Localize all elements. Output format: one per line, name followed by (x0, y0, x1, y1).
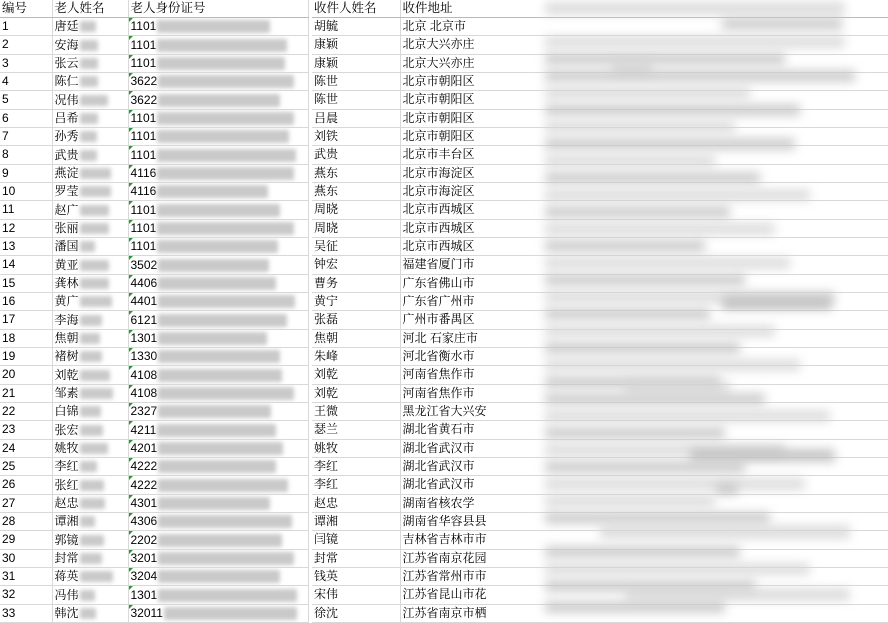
id-number-text: 1301 (130, 587, 158, 602)
id-number-text: 4108 (130, 367, 158, 382)
elder-name-text: 黄广 (54, 294, 79, 309)
elder-name-text: 焦朝 (54, 330, 79, 345)
cell-address[interactable]: 北京 北京市 (400, 18, 888, 36)
cell-id[interactable]: 29 (0, 531, 52, 549)
cell-id[interactable]: 6 (0, 109, 52, 127)
elder-name-text: 褚树 (54, 349, 79, 364)
cell-address[interactable]: 江苏省南京市栖 (400, 604, 888, 622)
cell-address[interactable]: 湖北省武汉市 (400, 457, 888, 475)
cell-recipient-name[interactable]: 康颖 (312, 54, 400, 72)
id-number-text: 1101 (130, 220, 157, 235)
column-header-address[interactable]: 收件地址 (400, 0, 888, 18)
cell-address[interactable]: 河北省衡水市 (400, 347, 888, 365)
cell-id[interactable]: 33 (0, 604, 52, 622)
cell-recipient-name[interactable]: 焦朝 (312, 329, 400, 347)
id-number-text: 4306 (130, 514, 158, 529)
id-number-text: 1101 (130, 37, 157, 52)
cell-recipient-name[interactable]: 钟宏 (312, 256, 400, 274)
cell-id[interactable]: 32 (0, 586, 52, 604)
cell-id[interactable]: 30 (0, 549, 52, 567)
cell-recipient-name[interactable]: 刘乾 (312, 366, 400, 384)
cell-recipient-name[interactable]: 闫镜 (312, 531, 400, 549)
cell-recipient-name[interactable]: 朱峰 (312, 347, 400, 365)
cell-recipient-name[interactable]: 徐沈 (312, 604, 400, 622)
cell-id[interactable]: 24 (0, 439, 52, 457)
elder-name-text: 潘国 (54, 239, 79, 254)
cell-address[interactable]: 湖北省武汉市 (400, 439, 888, 457)
cell-address[interactable]: 江苏省常州市市 (400, 567, 888, 585)
cell-id[interactable]: 20 (0, 366, 52, 384)
cell-address[interactable]: 北京市海淀区 (400, 164, 888, 182)
cell-address[interactable]: 湖南省核农学 (400, 494, 888, 512)
cell-id[interactable]: 14 (0, 256, 52, 274)
id-number-text: 1330 (130, 349, 158, 364)
cell-address[interactable]: 北京市西城区 (400, 201, 888, 219)
cell-recipient-name[interactable]: 吴征 (312, 237, 400, 255)
cell-id[interactable]: 23 (0, 421, 52, 439)
cell-recipient-name[interactable]: 曹务 (312, 274, 400, 292)
elder-name-text: 白锦 (54, 404, 79, 419)
id-number-text: 4401 (130, 294, 158, 309)
cell-id[interactable]: 3 (0, 54, 52, 72)
cell-recipient-name[interactable]: 王微 (312, 402, 400, 420)
id-number-text: 1101 (130, 55, 157, 70)
id-number-text: 1101 (130, 239, 157, 254)
cell-recipient-name[interactable]: 刘乾 (312, 384, 400, 402)
id-number-text: 2327 (130, 404, 158, 419)
column-header-id[interactable]: 编号 (0, 0, 52, 18)
column-header-name[interactable]: 老人姓名 (52, 0, 128, 18)
cell-address[interactable]: 北京市西城区 (400, 219, 888, 237)
cell-id[interactable]: 8 (0, 146, 52, 164)
id-number-text: 2202 (130, 532, 158, 547)
cell-address[interactable]: 广东省广州市 (400, 292, 888, 310)
cell-address[interactable]: 北京市朝阳区 (400, 72, 888, 90)
column-header-idno[interactable]: 老人身份证号 (128, 0, 308, 18)
cell-id[interactable]: 31 (0, 567, 52, 585)
column-header-recipient-name[interactable]: 收件人姓名 (312, 0, 400, 18)
cell-id[interactable]: 10 (0, 182, 52, 200)
cell-id[interactable]: 27 (0, 494, 52, 512)
elder-name-text: 罗莹 (54, 184, 79, 199)
cell-id[interactable]: 13 (0, 237, 52, 255)
id-number-text: 4116 (130, 184, 157, 199)
cell-recipient-name[interactable]: 燕东 (312, 182, 400, 200)
cell-address[interactable]: 湖北省黄石市 (400, 421, 888, 439)
elder-name-text: 韩沈 (54, 605, 79, 620)
elder-name-text: 吕希 (54, 110, 79, 125)
cell-recipient-name[interactable]: 康颖 (312, 36, 400, 54)
cell-recipient-name[interactable]: 刘铁 (312, 127, 400, 145)
id-number-text: 3622 (130, 92, 158, 107)
id-number-text: 1101 (130, 110, 157, 125)
cell-address[interactable]: 广州市番禺区 (400, 311, 888, 329)
id-number-text: 4222 (130, 459, 158, 474)
cell-recipient-name[interactable]: 周晓 (312, 201, 400, 219)
cell-address[interactable]: 北京市朝阳区 (400, 109, 888, 127)
cell-recipient-name[interactable]: 钱英 (312, 567, 400, 585)
cell-recipient-name[interactable]: 谭湘 (312, 512, 400, 530)
id-number-text: 1101 (130, 129, 157, 144)
elder-name-text: 唐廷 (54, 19, 79, 34)
elder-name-text: 邹素 (54, 385, 79, 400)
cell-recipient-name[interactable]: 宋伟 (312, 586, 400, 604)
cell-id[interactable]: 4 (0, 72, 52, 90)
cell-id[interactable]: 28 (0, 512, 52, 530)
cell-recipient-name[interactable]: 赵忠 (312, 494, 400, 512)
id-number-text: 4301 (130, 495, 158, 510)
cell-recipient-name[interactable]: 封常 (312, 549, 400, 567)
cell-recipient-name[interactable]: 李红 (312, 476, 400, 494)
cell-id[interactable]: 26 (0, 476, 52, 494)
cell-address[interactable]: 江苏省昆山市花 (400, 586, 888, 604)
cell-recipient-name[interactable]: 陈世 (312, 72, 400, 90)
elder-name-text: 安海 (54, 37, 79, 52)
id-number-text: 3204 (130, 569, 158, 584)
cell-address[interactable]: 北京大兴亦庄 (400, 54, 888, 72)
elder-name-text: 张云 (54, 55, 79, 70)
cell-recipient-name[interactable]: 吕晨 (312, 109, 400, 127)
cell-recipient-name[interactable]: 武贵 (312, 146, 400, 164)
id-number-text: 3502 (130, 257, 158, 272)
cell-address[interactable]: 河北 石家庄市 (400, 329, 888, 347)
elder-name-text: 冯伟 (54, 587, 79, 602)
elder-name-text: 黄亚 (54, 257, 79, 272)
elder-name-text: 燕淀 (54, 165, 79, 180)
id-number-text: 4108 (130, 385, 158, 400)
cell-id[interactable]: 12 (0, 219, 52, 237)
elder-name-text: 姚牧 (54, 440, 79, 455)
elder-name-text: 赵忠 (54, 495, 79, 510)
cell-address[interactable]: 北京市丰台区 (400, 146, 888, 164)
cell-address[interactable]: 北京市朝阳区 (400, 91, 888, 109)
cell-id[interactable]: 7 (0, 127, 52, 145)
id-number-text: 1101 (130, 19, 157, 34)
elder-name-text: 郭镜 (54, 532, 79, 547)
elder-name-text: 张丽 (54, 220, 79, 235)
id-number-text: 3622 (130, 74, 158, 89)
cell-address[interactable]: 湖北省武汉市 (400, 476, 888, 494)
id-number-text: 4222 (130, 477, 158, 492)
cell-id[interactable]: 25 (0, 457, 52, 475)
cell-id[interactable]: 17 (0, 311, 52, 329)
cell-recipient-name[interactable]: 燕东 (312, 164, 400, 182)
cell-id[interactable]: 22 (0, 402, 52, 420)
id-number-text: 1101 (130, 147, 157, 162)
cell-recipient-name[interactable]: 黄宁 (312, 292, 400, 310)
id-number-text: 4406 (130, 275, 158, 290)
elder-name-text: 李海 (54, 312, 79, 327)
elder-name-text: 张宏 (54, 422, 79, 437)
cell-address[interactable]: 江苏省南京花园 (400, 549, 888, 567)
cell-recipient-name[interactable]: 陈世 (312, 91, 400, 109)
elder-name-text: 赵广 (54, 202, 79, 217)
cell-recipient-name[interactable]: 胡毓 (312, 18, 400, 36)
cell-id[interactable]: 1 (0, 18, 52, 36)
elder-name-text: 况伟 (54, 92, 79, 107)
id-number-text: 3201 (130, 550, 158, 565)
cell-id[interactable]: 15 (0, 274, 52, 292)
cell-address[interactable]: 河南省焦作市 (400, 366, 888, 384)
elder-name-text: 孙秀 (54, 129, 79, 144)
cell-address[interactable]: 广东省佛山市 (400, 274, 888, 292)
id-number-text: 4116 (130, 165, 157, 180)
cell-id[interactable]: 16 (0, 292, 52, 310)
cell-address[interactable]: 北京市西城区 (400, 237, 888, 255)
elder-name-text: 封常 (54, 550, 79, 565)
elder-name-text: 谭湘 (54, 514, 79, 529)
cell-id[interactable]: 21 (0, 384, 52, 402)
cell-address[interactable]: 北京市朝阳区 (400, 127, 888, 145)
elder-name-text: 龚林 (54, 275, 79, 290)
elder-name-text: 张红 (54, 477, 79, 492)
cell-recipient-name[interactable]: 周晓 (312, 219, 400, 237)
elder-name-text: 李红 (54, 459, 79, 474)
cell-address[interactable]: 黑龙江省大兴安 (400, 402, 888, 420)
elder-name-text: 陈仁 (54, 74, 79, 89)
cell-recipient-name[interactable]: 姚牧 (312, 439, 400, 457)
id-number-text: 4211 (130, 422, 157, 437)
elder-name-text: 蒋英 (54, 569, 79, 584)
id-number-text: 1101 (130, 202, 157, 217)
cell-address[interactable]: 湖南省华容县县 (400, 512, 888, 530)
cell-id[interactable]: 5 (0, 91, 52, 109)
elder-name-text: 武贵 (54, 147, 79, 162)
id-number-text: 6121 (130, 312, 158, 327)
cell-id[interactable]: 11 (0, 201, 52, 219)
id-number-text: 1301 (130, 330, 158, 345)
cell-address[interactable]: 福建省厦门市 (400, 256, 888, 274)
cell-address[interactable]: 北京大兴亦庄 (400, 36, 888, 54)
cell-address[interactable]: 吉林省吉林市市 (400, 531, 888, 549)
id-number-text: 4201 (130, 440, 158, 455)
cell-id[interactable]: 18 (0, 329, 52, 347)
cell-recipient-name[interactable]: 李红 (312, 457, 400, 475)
id-number-text: 32011 (130, 605, 163, 620)
cell-address[interactable]: 北京市海淀区 (400, 182, 888, 200)
cell-recipient-name[interactable]: 瑟兰 (312, 421, 400, 439)
elder-name-text: 刘乾 (54, 367, 79, 382)
cell-id[interactable]: 2 (0, 36, 52, 54)
cell-id[interactable]: 9 (0, 164, 52, 182)
cell-address[interactable]: 河南省焦作市 (400, 384, 888, 402)
cell-recipient-name[interactable]: 张磊 (312, 311, 400, 329)
cell-id[interactable]: 19 (0, 347, 52, 365)
